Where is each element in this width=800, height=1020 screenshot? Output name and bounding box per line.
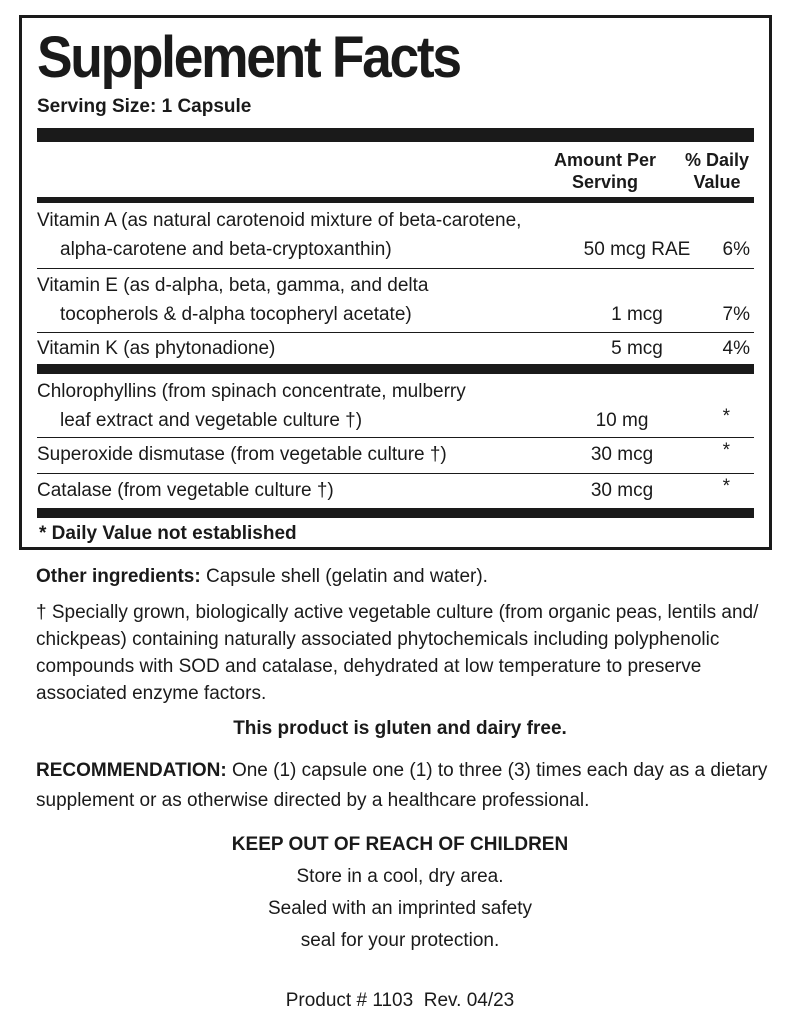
nutrient-amount: 30 mcg (590, 444, 654, 465)
row-divider (37, 268, 754, 269)
nutrient-line: Vitamin K (as phytonadione) (37, 338, 276, 359)
storage-line: Store in a cool, dry area. (296, 866, 504, 887)
other-ingredients (36, 564, 776, 589)
recommendation-text: One (1) capsule one (1) to three (3) times each day as a dietary supplement or as otherwise directed by a healthcare professional. (36, 760, 768, 811)
nutrient-name-chlorophyllins (37, 377, 466, 435)
nutrient-amount: 30 mcg (590, 480, 654, 501)
nutrient-line: Vitamin E (as d-alpha, beta, gamma, and delta (37, 275, 429, 296)
nutrient-daily-value: * (722, 406, 730, 427)
daily-value-header (677, 149, 757, 193)
serving-size: Serving Size: 1 Capsule (37, 96, 252, 117)
other-ingredients-label: Other ingredients: (36, 566, 201, 587)
nutrient-name-vitamin-k (37, 334, 275, 363)
nutrient-line: Catalase (from vegetable culture †) (37, 480, 334, 501)
thick-divider (37, 128, 754, 142)
nutrient-line: Chlorophyllins (from spinach concentrate, mulberry (37, 381, 466, 402)
thick-divider (37, 364, 754, 374)
nutrient-name-catalase (37, 476, 334, 505)
nutrient-daily-value: 7% (722, 304, 750, 325)
dv-header-line1: % Daily (684, 150, 750, 170)
nutrient-line: Vitamin A (as natural carotenoid mixture of beta-carotene, (37, 210, 522, 231)
nutrient-amount: 1 mcg (611, 304, 663, 325)
recommendation-label: RECOMMENDATION: (36, 760, 227, 781)
row-divider (37, 437, 754, 438)
storage-line: Sealed with an imprinted safety (267, 898, 533, 919)
nutrient-daily-value: * (722, 440, 730, 461)
gluten-statement: This product is gluten and dairy free. (233, 718, 567, 739)
amount-header-line1: Amount Per (553, 150, 656, 170)
storage-line: seal for your protection. (300, 930, 500, 951)
other-ingredients-text: Capsule shell (gelatin and water). (200, 566, 488, 587)
warning-text: KEEP OUT OF REACH OF CHILDREN (231, 834, 569, 855)
nutrient-line: Superoxide dismutase (from vegetable culture †) (37, 444, 447, 465)
amount-header-line2: Serving (571, 172, 639, 192)
nutrient-line: alpha-carotene and beta-cryptoxanthin) (60, 239, 392, 260)
thick-divider (37, 508, 754, 518)
nutrient-name-vitamin-a (37, 206, 521, 264)
row-divider (37, 332, 754, 333)
nutrient-name-vitamin-e (37, 271, 429, 329)
nutrient-amount: 10 mg (595, 410, 649, 431)
medium-divider (37, 197, 754, 203)
nutrient-amount: 5 mcg (611, 338, 663, 359)
supplement-facts-panel (19, 15, 772, 550)
nutrient-daily-value: 4% (722, 338, 750, 359)
daily-value-footnote: * Daily Value not established (39, 523, 297, 544)
nutrient-name-superoxide-dismutase (37, 440, 447, 469)
nutrient-daily-value: 6% (722, 239, 750, 260)
recommendation (36, 756, 776, 816)
amount-per-serving-header (540, 149, 670, 193)
nutrient-line: leaf extract and vegetable culture †) (60, 410, 363, 431)
nutrient-line: tocopherols & d-alpha tocopheryl acetate) (60, 304, 412, 325)
product-number: Product # 1103 Rev. 04/23 (285, 990, 515, 1011)
dv-header-line2: Value (693, 172, 741, 192)
nutrient-daily-value: * (722, 476, 730, 497)
dagger-footnote: † Specially grown, biologically active vegetable culture (from organic peas, lentils and/ chickpeas) containing naturally associated phytochemicals including polyphenolic compounds with SOD and catalase, dehydrated at low temperature to preserve associated enzyme factors. (36, 602, 759, 704)
row-divider (37, 473, 754, 474)
panel-title: Supplement Facts (37, 25, 460, 90)
nutrient-amount: 50 mcg RAE (583, 239, 691, 260)
